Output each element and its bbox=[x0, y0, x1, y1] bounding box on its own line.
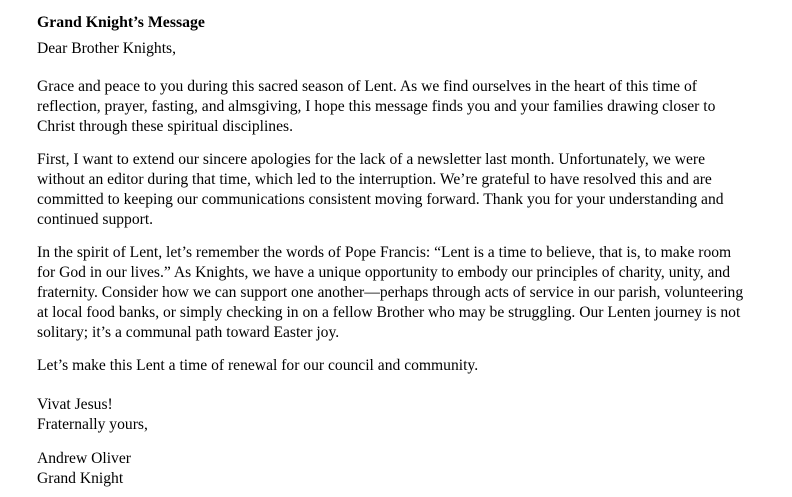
closing-line-fraternally: Fraternally yours, bbox=[37, 416, 148, 433]
letter-paragraph-3: In the spirit of Lent, let’s remember the words of Pope Francis: “Lent is a time to believe, that is, to make room for God in our lives.” As Knights, we have a unique opportunity to embody our principles of charity, unity, and fraternity. Consider how we can support one another—perhaps through acts of service in our parish, volunteering at local food banks, or simply checking in on a fellow Brother who may be struggling. Our Lenten journey is not solitary; it’s a communal path toward Easter joy. bbox=[37, 244, 744, 341]
letter-paragraph-1: Grace and peace to you during this sacred season of Lent. As we find ourselves in the heart of this time of reflection, prayer, fasting, and almsgiving, I hope this message finds you and your families drawing closer to Christ through these spiritual disciplines. bbox=[37, 78, 716, 135]
letter-signature bbox=[37, 449, 754, 489]
letter-paragraph-2: First, I want to extend our sincere apologies for the lack of a newsletter last month. Unfortunately, we were without an editor during that time, which led to the interruption. We’re grateful to have resolved this and are committed to keeping our communications consistent moving forward. Thank you for your understanding and continued support. bbox=[37, 151, 724, 228]
signature-name: Andrew Oliver bbox=[37, 450, 131, 467]
letter-paragraph-4: Let’s make this Lent a time of renewal for our council and community. bbox=[37, 357, 479, 374]
letter-salutation: Dear Brother Knights, bbox=[37, 40, 177, 57]
signature-role: Grand Knight bbox=[37, 470, 124, 487]
letter-closing bbox=[37, 395, 754, 435]
letter-title: Grand Knight’s Message bbox=[37, 14, 205, 31]
closing-line-vivat: Vivat Jesus! bbox=[37, 396, 113, 413]
